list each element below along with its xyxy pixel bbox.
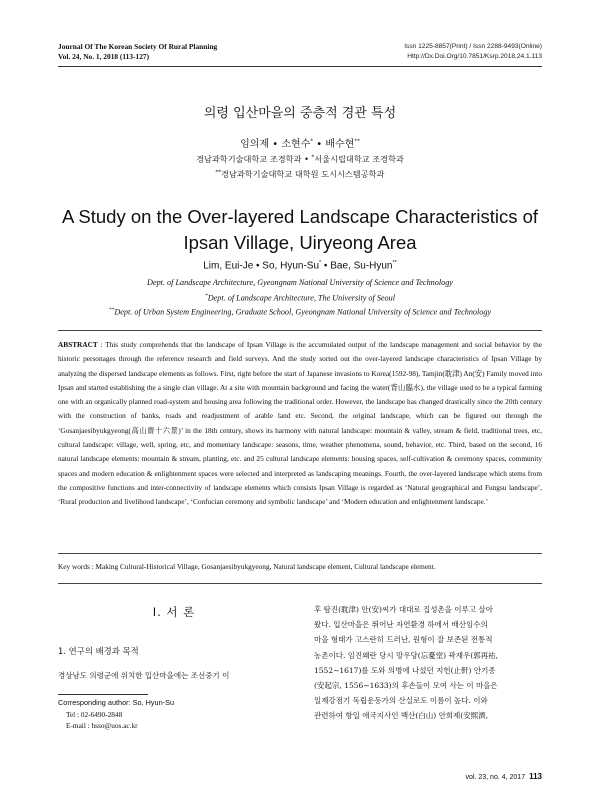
doi-link[interactable]: Http://Dx.Doi.Org/10.7851/Ksrp.2018.24.1.113 <box>407 53 542 60</box>
korean-aff-2-main: 경남과학기술대학교 대학원 도시시스템공학과 <box>221 169 385 179</box>
corresponding-tel: Tel : 02-6490-2848 <box>66 709 123 719</box>
header-divider <box>58 66 542 67</box>
korean-aff-1-main: 경남과학기술대학교 조경학과 • <box>196 154 312 164</box>
subsection-heading: 1. 연구의 배경과 목적 <box>58 646 139 656</box>
right-body-line: 후 탐진(耽津) 안(安)씨가 대대로 집성촌을 이루고 살아 <box>314 605 493 614</box>
corresponding-author: Corresponding author: So, Hyun-Su <box>58 698 175 707</box>
english-affiliation-1: Dept. of Landscape Architecture, Gyeongnam National University of Science and Technology <box>147 278 453 287</box>
right-body-line: (安起宗, 1556∼1633)의 후손들이 모여 사는 이 마을은 <box>314 681 498 691</box>
korean-affiliation-1 <box>0 154 600 165</box>
korean-authors-main: 임의제 • 소현수 <box>240 139 311 150</box>
korean-authors-tail: • 배수현 <box>313 139 355 150</box>
correspondence-note <box>58 697 174 732</box>
keywords: Key words : Making Cultural-Historical Village, Gosanjaesibyukgyeong, Natural landscape element, Cultural landscape element. <box>58 562 436 571</box>
journal-name: Journal Of The Korean Society Of Rural Planning <box>58 42 218 51</box>
english-aff-3-main: Dept. of Urban System Engineering, Graduate School, Gyeongnam National University of Science and Technology <box>114 307 492 317</box>
korean-aff-1-sup: * <box>311 154 315 161</box>
korean-title: 의령 입산마을의 중층적 경관 특성 <box>203 106 397 121</box>
english-authors <box>0 260 600 271</box>
english-title-line-1: A Study on the Over-layered Landscape Characteristics of <box>61 206 539 227</box>
volume-info: Vol. 24, No. 1, 2018 (113-127) <box>58 52 150 61</box>
issn-text: Issn 1225-8857(Print) / Issn 2288-9493(Online) <box>404 43 542 50</box>
english-title-line-2: Ipsan Village, Uiryeong Area <box>183 232 417 253</box>
korean-affiliation-2 <box>0 169 600 180</box>
english-aff-2-sup: * <box>204 293 208 299</box>
english-title <box>0 204 600 256</box>
english-affiliation-3 <box>0 307 600 317</box>
english-aff-3-sup: ** <box>108 307 115 313</box>
english-authors-sup: * <box>319 260 322 266</box>
korean-authors-sup: * <box>310 138 314 145</box>
right-body-line: 일제강점기 독립운동가의 산실로도 이름이 높다. 이와 <box>314 696 488 706</box>
abstract-label: ABSTRACT <box>58 340 98 349</box>
abstract-top-rule <box>58 330 542 331</box>
issn-header <box>404 42 542 62</box>
english-aff-2-main: Dept. of Landscape Architecture, The University of Seoul <box>207 293 396 303</box>
right-body-line: 1552∼1617)를 도와 의병에 나섰던 지헌(止軒) 안기종 <box>314 665 496 675</box>
english-authors-tail-sup: ** <box>392 260 397 266</box>
right-body-line: 관련하여 항일 애국지사인 백산(白山) 안희제(安熙濟, <box>314 711 489 721</box>
footnote-divider <box>58 694 148 695</box>
korean-authors <box>0 135 600 150</box>
korean-authors-tail-sup: ** <box>354 138 360 145</box>
journal-header <box>58 42 217 62</box>
english-affiliation-2 <box>0 293 600 303</box>
corresponding-email[interactable]: E-mail : hsso@uos.ac.kr <box>66 721 138 730</box>
right-body-line: 농촌이다. 임진왜란 당시 망우당(忘憂堂) 곽재우(郭再祐, <box>314 650 499 660</box>
korean-aff-2-sup: ** <box>215 169 222 176</box>
english-authors-tail: • Bae, Su-Hyun <box>321 260 393 272</box>
section-heading-introduction: I. 서 론 <box>152 605 196 619</box>
english-authors-main: Lim, Eui-Je • So, Hyun-Su <box>203 260 320 272</box>
abstract-text: : This study comprehends that the landscape of Ipsan Village is the accumulated output of the landscape management and social behavior by the historic personages through the reference research and field surveys. And the study sorted out the over-layered landscape characteristics of Ipsan Village by analyzing the dispersed landscape elements as follows. First, right before the start of Japanese invasions to Korea(1592-98), Tamjin(耽津) An(安) Family moved into Ipsan and started establishing the a single clan village. At a site with mountain background and facing the water(背山臨水), the village used to be a typical farming one with an organically planned road-system and housing area following the traditional order. However, the landscape has changed drastically since the 20th century with the construction of banks, roads and readjustment of arable land etc. Second, the original landscape, which can be figured out through the ‘Gosanjaesibyukgyeong(高山齋十六景)’ in the 18th century, shows its harmony with natural landscape: mountain & valley, stream & field, traditional trees, etc, cultural landscape: village, well, spring, etc, and momentary landscape: seasons, time, weather phenomena, sound, behavior, etc. Third, based on the second, 16 natural landscape elements: mountain & stream, planting, etc. and 25 cultural landscape elements: housing spaces, self-cultivation & ceremony spaces, community spaces and modern education & enlightenment spaces were selected and interpreted as landscaping meanings. Fourth, the over-layered landscape which stems from the compositive functions and inter-connectivity of landscape elements which consists Ipsan Village is regarded as ‘Natural geographical and Fungsu landscape’, ‘Rural production and livelihood landscape’, ‘Confucian ceremony and symbolic landscape’ and ‘Modern education and enlightenment landscape.’ <box>58 340 542 507</box>
abstract-bottom-rule <box>58 553 542 554</box>
korean-aff-1-tail: 서울시립대학교 조경학과 <box>314 154 404 164</box>
right-column-body <box>314 602 542 724</box>
abstract-block <box>58 338 542 510</box>
left-column-body: 경상남도 의령군에 위치한 입산마을에는 조선중기 이 <box>58 671 230 680</box>
keywords-rule <box>58 583 542 584</box>
right-body-line: 왔다. 입산마을은 뛰어난 자연환경 하에서 배산임수의 <box>314 620 488 630</box>
right-body-line: 마을 형태가 고스란히 드러난, 원형이 잘 보존된 전통적 <box>314 635 493 645</box>
page-number: 113 <box>529 772 542 781</box>
footer-issue: vol. 23, no. 4, 2017 <box>465 774 526 781</box>
page-footer <box>466 772 542 781</box>
